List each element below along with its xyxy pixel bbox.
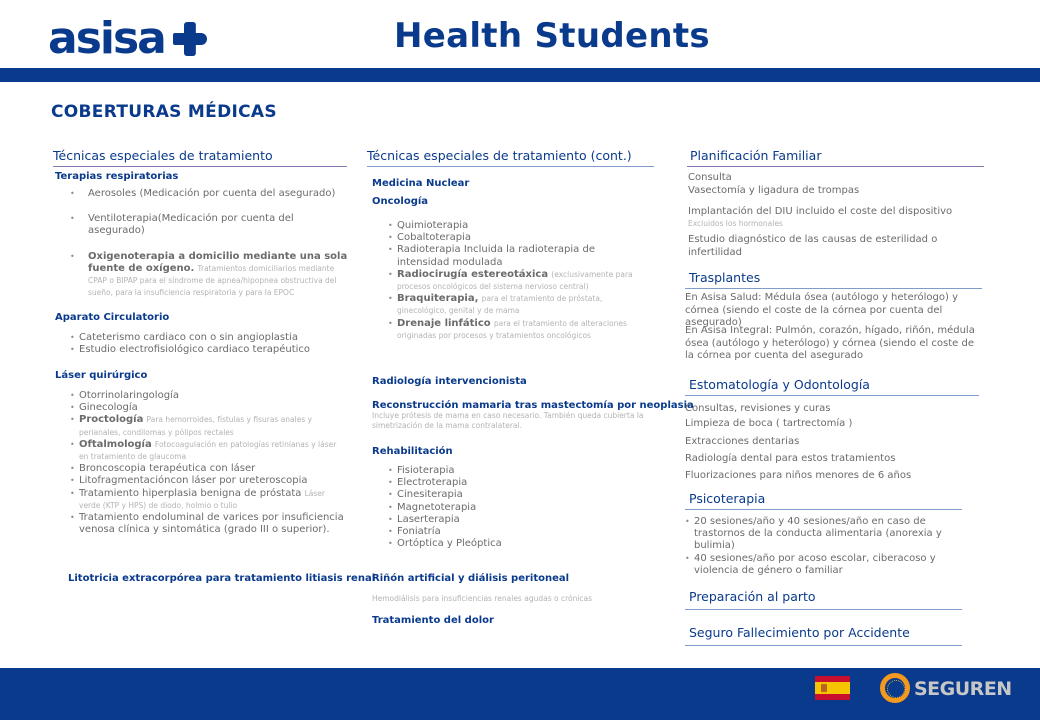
list-item: • Braquiterapia, para el tratamiento de próstata, ginecológico, genital y de mama xyxy=(388,293,638,317)
list-item: • Drenaje linfático para el tratamiento de alteraciones originadas por procesos y tratamientos oncológicos xyxy=(388,318,638,342)
medicina-nuclear-label: Medicina Nuclear xyxy=(372,178,470,189)
radiologia-label: Radiología intervencionista xyxy=(372,376,527,387)
oncologia-list xyxy=(388,220,638,342)
trasplantes-header-block xyxy=(685,270,982,289)
header-divider-bar xyxy=(0,68,1040,82)
estomatologia-item: Fluorizaciones para niños menores de 6 años xyxy=(685,470,912,481)
terapias-respiratorias-label: Terapias respiratorias xyxy=(55,171,179,182)
rinon-label: Riñón artificial y diálisis peritoneal xyxy=(372,573,570,584)
fallecimiento-heading: Seguro Fallecimiento por Accidente xyxy=(685,625,962,646)
section-title: COBERTURAS MÉDICAS xyxy=(51,102,277,122)
col2-heading: Técnicas especiales de tratamiento (cont.) xyxy=(367,148,654,167)
list-item: • Oftalmología Fotocoagulación en patologías retinianas y láser en tratamiento de glaucoma xyxy=(70,439,345,463)
list-item: • Radiocirugía estereotáxica (exclusivamente para procesos oncológicos del sistema nervioso central) xyxy=(388,269,638,293)
rinon-note: Hemodiálisis para insuficiencias renales agudas o crónicas xyxy=(372,594,593,603)
oxigenoterapia-title: Oxigenoterapia a domicilio mediante una sola fuente de oxígeno. xyxy=(88,250,348,274)
rehabilitacion-label: Rehabilitación xyxy=(372,446,453,457)
list-item: • Electroterapia xyxy=(388,477,588,489)
asisa-logo xyxy=(48,14,207,64)
estudio-text: Estudio diagnóstico de las causas de esterilidad o infertilidad xyxy=(688,234,938,258)
seguren-logo-text: SEGUREN xyxy=(914,678,1012,700)
consulta-text: Consulta xyxy=(688,172,732,183)
list-item: • Cobaltoterapia xyxy=(388,232,638,244)
trasplantes-salud-text: En Asisa Salud: Médula ósea (autólogo y heterólogo) y córnea (siendo el coste de la córnea por cuenta del asegurado) xyxy=(685,292,958,328)
oxigenoterapia-note: Tratamientos domiciliarios mediante CPAP o BIPAP para el síndrome de apnea/hipopnea obstructiva del sueño, para la insuficiencia respiratoria y para la EPOC xyxy=(88,263,337,298)
spain-flag-icon xyxy=(815,676,850,700)
list-item: • Cinesiterapia xyxy=(388,489,588,501)
laser-list xyxy=(70,390,345,536)
list-item: • Estudio electrofisiológico cardiaco terapéutico xyxy=(70,344,350,356)
parto-header-block xyxy=(685,589,962,610)
psicoterapia-header-block xyxy=(685,491,962,510)
list-item: • Ginecología xyxy=(70,402,345,414)
reconstruccion-label: Reconstrucción mamaria tras mastectomía por neoplasia xyxy=(372,400,694,411)
trasplantes-integral-text: En Asisa Integral: Pulmón, corazón, hígado, riñón, médula ósea (autólogo y heterólogo) y córnea (siendo el coste de la córnea por cuenta del asegurado xyxy=(685,325,975,361)
col1-heading: Técnicas especiales de tratamiento xyxy=(53,148,347,167)
list-item: • 40 sesiones/año por acoso escolar, ciberacoso y violencia de género o familiar xyxy=(685,553,950,577)
psicoterapia-list xyxy=(685,516,950,577)
list-item: • Quimioterapia xyxy=(388,220,638,232)
estomatologia-item: Radiología dental para estos tratamientos xyxy=(685,453,896,464)
terapias-list xyxy=(68,188,353,312)
dolor-label: Tratamiento del dolor xyxy=(372,615,494,626)
estomatologia-header-block xyxy=(685,377,979,396)
estomatologia-item: Limpieza de boca ( tartrectomía ) xyxy=(685,418,853,429)
laser-quirurgico-label: Láser quirúrgico xyxy=(55,370,148,381)
diu-note: Excluidos los hormonales xyxy=(688,219,783,228)
list-item: • Tratamiento endoluminal de varices por insuficiencia venosa clínica y sintomática (grado III o superior). xyxy=(70,512,345,536)
fallecimiento-header-block xyxy=(685,625,962,646)
list-item: • Magnetoterapia xyxy=(388,502,588,514)
reconstruccion-note: Incluye prótesis de mama en caso necesario. También queda cubierta la simetrización de la mama contralateral. xyxy=(372,411,644,430)
planificacion-heading: Planificación Familiar xyxy=(687,148,984,167)
oncologia-label: Oncología xyxy=(372,196,429,207)
list-item: • Litofragmentacióncon láser por ureteroscopia xyxy=(70,475,345,487)
seguren-ring-icon xyxy=(880,673,910,703)
rehabilitacion-list xyxy=(388,465,588,550)
coat-of-arms-icon xyxy=(821,684,827,692)
list-item: • Cateterismo cardiaco con o sin angioplastia xyxy=(70,332,350,344)
list-item: • Ortóptica y Pleóptica xyxy=(388,538,588,550)
list-item xyxy=(68,251,353,300)
page-title: Health Students xyxy=(394,16,710,56)
list-item: • Proctología Para hemorroides, fístulas y fisuras anales y perianales, condilomas y pólipos rectales xyxy=(70,414,345,438)
list-item: • Fisioterapia xyxy=(388,465,588,477)
parto-heading: Preparación al parto xyxy=(685,589,962,610)
estomatologia-item: Extracciones dentarias xyxy=(685,436,800,447)
col1-header-block xyxy=(53,148,347,167)
list-item: • Broncoscopia terapéutica con láser xyxy=(70,463,345,475)
list-item: • 20 sesiones/año y 40 sesiones/año en caso de trastornos de la conducta alimentaria (anorexia y bulimia) xyxy=(685,516,950,553)
logo-text: asisa xyxy=(48,13,165,64)
estomatologia-item: Consultas, revisiones y curas xyxy=(685,403,831,414)
diu-text: Implantación del DIU incluido el coste del dispositivo xyxy=(688,206,953,217)
trasplantes-heading: Trasplantes xyxy=(685,270,982,289)
vasectomia-text: Vasectomía y ligadura de trompas xyxy=(688,185,860,196)
list-item: • Otorrinolaringología xyxy=(70,390,345,402)
litotricia-label: Litotricia extracorpórea para tratamiento litiasis renal xyxy=(68,573,376,584)
reconstruccion-block xyxy=(372,400,694,431)
col2-header-block xyxy=(367,148,654,167)
circulatorio-list xyxy=(70,332,350,356)
aparato-circulatorio-label: Aparato Circulatorio xyxy=(55,312,170,323)
list-item: • Foniatría xyxy=(388,526,588,538)
estomatologia-heading: Estomatología y Odontología xyxy=(685,377,979,396)
list-item: • Laserterapia xyxy=(388,514,588,526)
list-item: • Ventiloterapia(Medicación por cuenta del asegurado) xyxy=(68,213,353,237)
list-item: • Radioterapia Incluida la radioterapia de intensidad modulada xyxy=(388,244,638,268)
planificacion-header-block xyxy=(687,148,984,167)
psicoterapia-heading: Psicoterapia xyxy=(685,491,962,510)
list-item: • Tratamiento hiperplasia benigna de próstata Láser verde (KTP y HPS) de diodo, holmio o tulio xyxy=(70,488,345,512)
list-item: • Aerosoles (Medicación por cuenta del asegurado) xyxy=(68,188,353,200)
plus-cross-icon xyxy=(173,22,207,56)
